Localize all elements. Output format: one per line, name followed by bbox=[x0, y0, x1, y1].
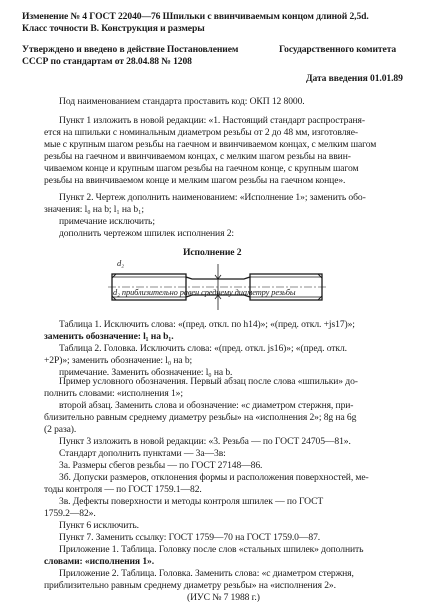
footer-source: (ИУС № 7 1988 г.) bbox=[187, 592, 260, 603]
okp-code-paragraph: Под наименованием стандарта проставить код: ОКП 12 8000. bbox=[59, 96, 305, 107]
text-line: 3а. Размеры сбегов резьбы — по ГОСТ 27148—86. bbox=[59, 460, 263, 471]
text-line: резьбы на гаечном и ввинчиваемом концах, с мелким шагом резьбы на ввин- bbox=[44, 151, 351, 162]
figure-dimension-label: d₂ bbox=[117, 258, 125, 268]
text-line: Таблица 2. Головка. Исключить слова: «(пред. откл. js16)»; «(пред. откл. bbox=[59, 343, 347, 354]
text-line: Пункт 6 исключить. bbox=[59, 520, 139, 531]
text-line: Таблица 1. Исключить слова: «(пред. откл. по h14)»; «(пред. откл. +js17)»; bbox=[59, 319, 355, 330]
text-line: Пункт 2. Чертеж дополнить наименованием: «Исполнение 1»; заменить обо- bbox=[59, 192, 366, 203]
text-line: Приложение 2. Таблица. Головка. Заменить слова: «с диаметром стержня, bbox=[59, 568, 354, 579]
text-line: примечание исключить; bbox=[59, 216, 155, 227]
figure-caption: d₂ приблизительно равен среднему диаметру резьбы bbox=[113, 288, 296, 297]
text-line: 1759.2—82». bbox=[44, 508, 96, 519]
text-line: +2P)»; заменить обозначение: l₀ на b; bbox=[44, 355, 193, 366]
text-line: резьбы на ввинчиваемом конце и мелким шагом резьбы на гаечном конце». bbox=[44, 175, 346, 186]
header-ussr-line: СССР по стандартам от 28.04.88 № 1208 bbox=[22, 56, 192, 67]
text-line: словами: «исполнения 1». bbox=[44, 556, 155, 567]
text-line: (2 раза). bbox=[44, 424, 77, 435]
text-line: примечание. Заменить обозначение: l₀ на b. bbox=[59, 367, 233, 378]
text-line: приблизительно равным среднему диаметру резьбы» на «исполнения 2». bbox=[44, 580, 336, 591]
text-line: Пункт 1 изложить в новой редакции: «1. Настоящий стандарт распространя- bbox=[59, 115, 365, 126]
text-line: Приложение 1. Таблица. Головку после слов «стальных шпилек» дополнить bbox=[59, 544, 364, 555]
header-subtitle-line: Класс точности В. Конструкция и размеры bbox=[22, 23, 205, 34]
text-line: дополнить чертежом шпилек исполнения 2: bbox=[59, 228, 234, 239]
text-line: ется на шпильки с номинальным диаметром резьбы от 2 до 48 мм, изготовляе- bbox=[44, 127, 358, 138]
text-line: 3б. Допуски размеров, отклонения формы и расположения поверхностей, ме- bbox=[59, 472, 369, 483]
text-line: близительно равным среднему диаметру резьбы» на «исполнения 2»; 8g на 6g bbox=[44, 412, 357, 423]
header-title-line: Изменение № 4 ГОСТ 22040—76 Шпильки с ввинчиваемым концом длиной 2,5d. bbox=[22, 11, 369, 22]
text-line: Пункт 3 изложить в новой редакции: «3. Резьба — по ГОСТ 24705—81». bbox=[59, 436, 351, 447]
text-line: заменить обозначение: l₁ на b₁. bbox=[44, 331, 174, 342]
header-approval-line: Утверждено и введено в действие Постановлением bbox=[22, 44, 239, 55]
text-line: второй абзац. Заменить слова и обозначение: «с диаметром стержня, при- bbox=[59, 400, 354, 411]
text-line: Пример условного обозначения. Первый абзац после слова «шпильки» до- bbox=[59, 376, 358, 387]
text-line: Пункт 7. Заменить ссылку: ГОСТ 1759—70 на ГОСТ 1759.0—87. bbox=[59, 532, 321, 543]
text-line: Стандарт дополнить пунктами — 3а—3в: bbox=[59, 448, 226, 459]
text-line: 3в. Дефекты поверхности и методы контроля шпилек — по ГОСТ bbox=[59, 496, 324, 507]
effective-date: Дата введения 01.01.89 bbox=[306, 73, 403, 84]
text-line: чиваемом конце и крупным шагом резьбы на гаечном конце, с крупным шагом bbox=[44, 163, 359, 174]
figure-title: Исполнение 2 bbox=[183, 247, 242, 258]
text-line: полнить словами: «исполнения 1»; bbox=[44, 388, 183, 399]
text-line: тоды контроля — по ГОСТ 1759.1—82. bbox=[44, 484, 202, 495]
text-line: значения: l₀ на b; l₁ на b₁; bbox=[44, 204, 144, 215]
header-committee-line: Государственного комитета bbox=[279, 44, 397, 55]
text-line: мые с крупным шагом резьбы на гаечном и ввинчиваемом концах, с мелким шагом bbox=[44, 139, 377, 150]
